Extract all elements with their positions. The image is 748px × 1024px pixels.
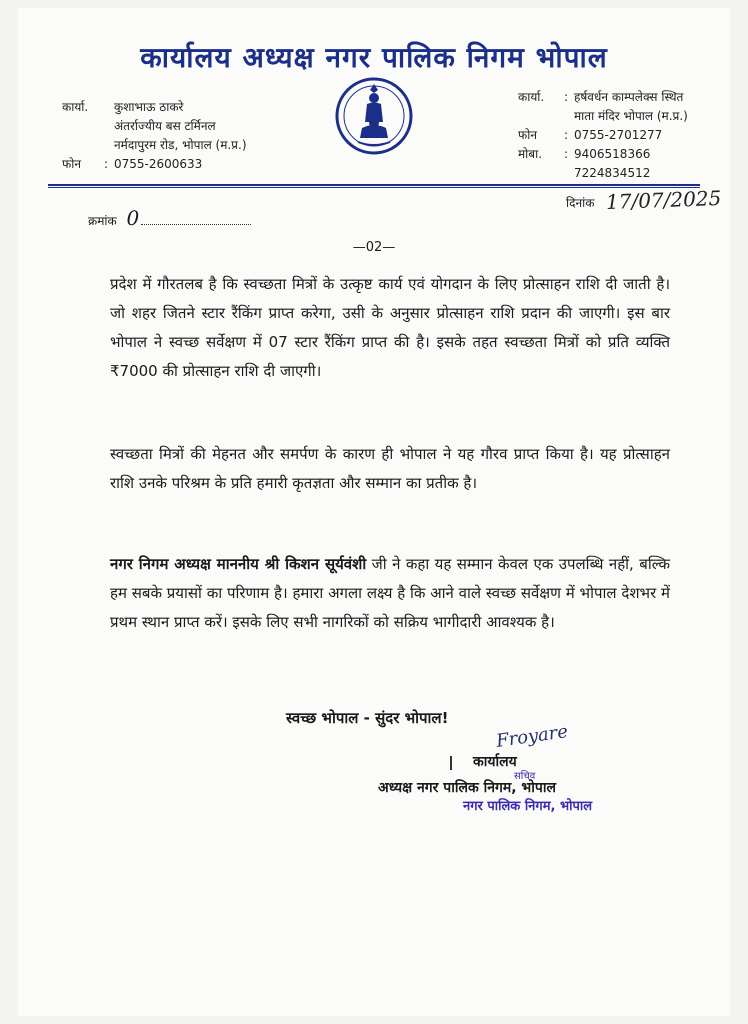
left-address-line1: कुशाभाऊ ठाकरे — [114, 100, 184, 114]
right-address-line2: माता मंदिर भोपाल (म.प्र.) — [574, 109, 688, 123]
signatory-office: अध्यक्ष नगर पालिक निगम, भोपाल — [378, 780, 556, 796]
date-label: दिनांक — [566, 196, 595, 210]
left-phone-label: फोन — [62, 157, 82, 171]
handwritten-signature: Froyare — [494, 721, 570, 752]
paragraph-3 — [110, 550, 670, 637]
paragraph-3-lead: नगर निगम अध्यक्ष माननीय श्री किशन सूर्यवंशी — [110, 555, 367, 573]
right-phone-label: फोन — [518, 128, 538, 142]
left-karya-label: कार्या. — [62, 100, 89, 114]
stamp-secretary: सचिव — [514, 771, 536, 782]
paragraph-1: प्रदेश में गौरतलब है कि स्वच्छता मित्रों के उत्कृष्ट कार्य एवं योगदान के लिए प्रोत्साहन राशि दी जाती है। जो शहर जितने स्टार रैंकिंग प्राप्त करेगा, उसी के अनुसार प्रोत्साहन राशि प्रदान की जाएगी। इस बार भोपाल ने स्वच्छ सर्वेक्षण में 07 स्टार रैंकिंग प्राप्त की है। इसके तहत स्वच्छता मित्रों को प्रति व्यक्ति ₹7000 की प्रोत्साहन राशि दी जाएगी। — [110, 275, 670, 380]
right-mobile1: 9406518366 — [574, 147, 651, 161]
right-mobile2: 7224834512 — [574, 166, 651, 180]
left-address-block: कार्या. कुशाभाऊ ठाकरे अंतर्राज्यीय बस टर्मिनल नर्मदापुरम रोड, भोपाल (म.प्र.) फोन : 0755-2600633 — [62, 98, 247, 174]
reference-label: क्रमांक — [88, 214, 117, 228]
reference-number — [88, 206, 251, 230]
page-marker: —02— — [352, 240, 396, 255]
signatory-position: कार्यालय — [473, 754, 517, 770]
right-mobile-label: मोबा. — [518, 147, 543, 161]
left-address-line2: अंतर्राज्यीय बस टर्मिनल — [114, 119, 216, 133]
reference-value: 0 — [126, 206, 140, 230]
right-address-line1: हर्षवर्धन काम्पलेक्स स्थित — [574, 90, 684, 104]
letter-date — [566, 185, 722, 215]
left-address-line3: नर्मदापुरम रोड, भोपाल (म.प्र.) — [114, 138, 247, 152]
letter-page — [18, 8, 730, 1016]
right-karya-label: कार्या. — [518, 90, 545, 104]
right-phone: 0755-2701277 — [574, 128, 663, 142]
office-stamp: नगर पालिक निगम, भोपाल — [463, 799, 593, 814]
paragraph-3-rest: जी ने कहा यह सम्मान केवल एक उपलब्धि नहीं, बल्कि हम सबके प्रयासों का परिणाम है। हमारा अगला लक्ष्य है कि आने वाले स्वच्छ सर्वेक्षण में भोपाल देशभर में प्रथम स्थान प्राप्त करें। इसके लिए सभी नागरिकों को सक्रिय भागीदारी आवश्यक है। — [110, 555, 670, 631]
slogan: स्वच्छ भोपाल - सुंदर भोपाल! — [286, 709, 449, 727]
date-value: 17/07/2025 — [605, 185, 722, 215]
paragraph-2: स्वच्छता मित्रों की मेहनत और समर्पण के कारण ही भोपाल ने यह गौरव प्राप्त किया है। यह प्रोत्साहन राशि उनके परिश्रम के प्रति हमारी कृतज्ञता और सम्मान का प्रतीक है। — [110, 445, 670, 492]
letterhead-title: कार्यालय अध्यक्ष नगर पालिक निगम भोपाल — [140, 41, 608, 74]
left-phone: 0755-2600633 — [114, 157, 203, 171]
right-address-block: कार्या. : हर्षवर्धन काम्पलेक्स स्थित माता मंदिर भोपाल (म.प्र.) फोन : 0755-2701277 मोबा. : 9406518366 7224834512 — [518, 88, 688, 183]
municipal-emblem-icon — [334, 64, 414, 168]
pen-mark — [450, 756, 452, 770]
